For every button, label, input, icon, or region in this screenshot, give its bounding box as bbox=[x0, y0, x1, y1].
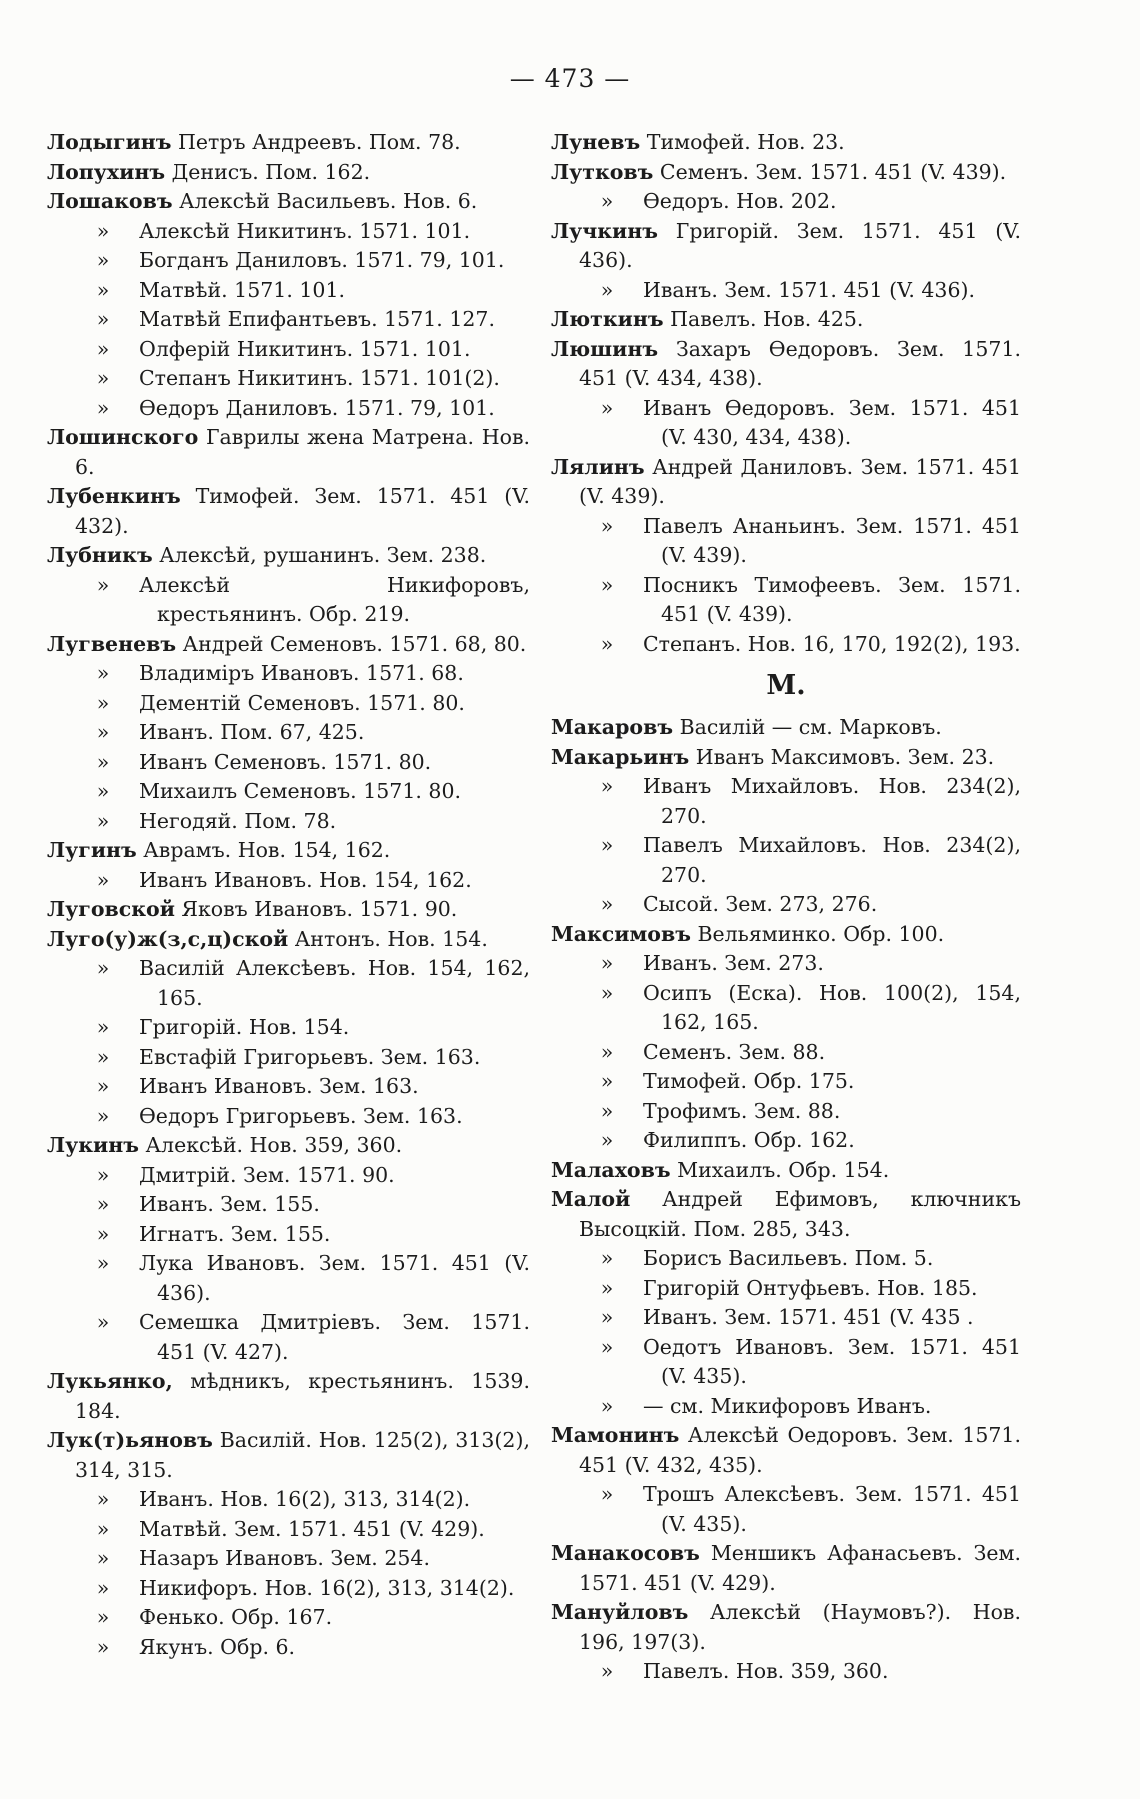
ditto-mark: » bbox=[96, 1516, 110, 1541]
index-subentry bbox=[47, 954, 530, 1013]
index-entry bbox=[47, 895, 530, 925]
index-entry bbox=[551, 713, 1021, 743]
index-entry bbox=[47, 158, 530, 188]
index-subentry bbox=[47, 718, 530, 748]
index-subentry bbox=[47, 394, 530, 424]
ditto-mark: » bbox=[96, 720, 110, 744]
entry-surname: Манакосовъ bbox=[551, 1541, 700, 1565]
entry-text: Фенько. Обр. 167. bbox=[139, 1605, 333, 1629]
index-subentry bbox=[551, 1067, 1021, 1097]
entry-text: Дементій Семеновъ. 1571. 80. bbox=[139, 690, 465, 715]
index-subentry bbox=[47, 1574, 530, 1604]
index-subentry bbox=[551, 1480, 1021, 1539]
entry-text: Андрей Ефимовъ, ключникъ Высоцкій. Пом. 285, 343. bbox=[579, 1187, 1021, 1241]
index-subentry bbox=[47, 1308, 530, 1367]
index-entry bbox=[47, 541, 530, 571]
ditto-mark: » bbox=[96, 1103, 110, 1128]
index-entry bbox=[551, 1539, 1021, 1598]
entry-text: Трофимъ. Зем. 88. bbox=[643, 1098, 841, 1123]
entry-text: Никифоръ. Нов. 16(2), 313, 314(2). bbox=[139, 1575, 515, 1600]
index-subentry bbox=[47, 1043, 530, 1073]
index-subentry bbox=[47, 1544, 530, 1574]
entry-surname: Малой bbox=[551, 1187, 631, 1211]
entry-text: Павелъ Михайловъ. Нов. 234(2), 270. bbox=[643, 833, 1021, 887]
ditto-mark: » bbox=[96, 1044, 110, 1069]
entry-surname: Луго(у)ж(з,с,ц)ской bbox=[47, 926, 289, 951]
ditto-mark: » bbox=[600, 1482, 614, 1506]
entry-text: Алексѣй Васильевъ. Нов. 6. bbox=[172, 189, 478, 213]
ditto-mark: » bbox=[96, 1605, 110, 1629]
entry-text: Алексѣй Оедоровъ. Зем. 1571. 451 (V. 432, 435). bbox=[579, 1423, 1021, 1477]
index-entry bbox=[47, 1131, 530, 1161]
entry-surname: Люшинъ bbox=[551, 336, 659, 361]
index-entry bbox=[551, 128, 1021, 158]
entry-surname: Максимовъ bbox=[551, 921, 691, 946]
ditto-mark: » bbox=[600, 1128, 614, 1152]
index-entry bbox=[47, 630, 530, 660]
ditto-mark: » bbox=[96, 1310, 110, 1334]
index-subentry bbox=[551, 276, 1021, 306]
entry-text: Матвѣй. 1571. 101. bbox=[139, 277, 346, 302]
entry-text: Гаврилы жена Матрена. Нов. 6. bbox=[75, 425, 530, 479]
entry-text: Иванъ. Нов. 16(2), 313, 314(2). bbox=[139, 1487, 471, 1511]
entry-text: Богданъ Даниловъ. 1571. 79, 101. bbox=[139, 248, 505, 272]
entry-text: Павелъ Ананьинъ. Зем. 1571. 451 (V. 439). bbox=[643, 513, 1021, 567]
index-subentry bbox=[47, 777, 530, 807]
entry-text: Иванъ. Пом. 67, 425. bbox=[139, 720, 365, 744]
index-subentry bbox=[551, 772, 1021, 831]
entry-text: Матвѣй Епифантьевъ. 1571. 127. bbox=[139, 307, 495, 331]
ditto-mark: » bbox=[96, 1074, 110, 1098]
index-entry bbox=[551, 158, 1021, 188]
ditto-mark: » bbox=[96, 808, 110, 833]
entry-text: Осипъ (Еска). Нов. 100(2), 154, 162, 165. bbox=[643, 980, 1021, 1034]
index-subentry bbox=[551, 571, 1021, 630]
index-entry bbox=[551, 335, 1021, 394]
ditto-mark: » bbox=[600, 395, 614, 420]
ditto-mark: » bbox=[96, 1192, 110, 1216]
entry-surname: Лукьянко, bbox=[47, 1369, 173, 1393]
entry-surname: Лукинъ bbox=[47, 1133, 139, 1157]
ditto-mark: » bbox=[96, 218, 110, 243]
index-entry bbox=[47, 925, 530, 955]
index-subentry bbox=[47, 1220, 530, 1250]
entry-text: Григорій. Нов. 154. bbox=[139, 1015, 350, 1039]
ditto-mark: » bbox=[600, 833, 614, 857]
entry-text: Назаръ Ивановъ. Зем. 254. bbox=[139, 1546, 430, 1570]
index-entry bbox=[551, 920, 1021, 950]
entry-text: Иванъ Ѳедоровъ. Зем. 1571. 451 (V. 430, 434, 438). bbox=[643, 395, 1021, 449]
entry-text: Якунъ. Обр. 6. bbox=[139, 1634, 296, 1659]
entry-text: Семешка Дмитріевъ. Зем. 1571. 451 (V. 427). bbox=[139, 1310, 530, 1364]
index-subentry bbox=[47, 1603, 530, 1633]
index-subentry bbox=[47, 659, 530, 689]
entry-text: Алексѣй Никифоровъ, крестьянинъ. Обр. 219. bbox=[139, 572, 530, 626]
index-subentry bbox=[47, 1190, 530, 1220]
index-subentry bbox=[551, 979, 1021, 1038]
entry-text: Иванъ Ивановъ. Зем. 163. bbox=[139, 1074, 419, 1098]
ditto-mark: » bbox=[600, 1659, 614, 1683]
entry-surname: Лучкинъ bbox=[551, 218, 658, 243]
ditto-mark: » bbox=[96, 1487, 110, 1511]
ditto-mark: » bbox=[96, 1251, 110, 1275]
entry-text: Евстафій Григорьевъ. Зем. 163. bbox=[139, 1044, 481, 1069]
entry-text: Борисъ Васильевъ. Пом. 5. bbox=[643, 1246, 934, 1270]
index-subentry bbox=[551, 1333, 1021, 1392]
entry-text: Вельяминко. Обр. 100. bbox=[690, 921, 945, 946]
index-subentry bbox=[47, 1515, 530, 1545]
index-subentry bbox=[47, 571, 530, 630]
entry-text: Дмитрій. Зем. 1571. 90. bbox=[139, 1162, 395, 1187]
entry-text: Василій Алексѣевъ. Нов. 154, 162, 165. bbox=[139, 956, 530, 1010]
ditto-mark: » bbox=[600, 1275, 614, 1300]
entry-text: Ѳедоръ Даниловъ. 1571. 79, 101. bbox=[139, 395, 495, 420]
entry-text: Павелъ. Нов. 359, 360. bbox=[643, 1659, 889, 1683]
index-subentry bbox=[551, 1038, 1021, 1068]
section-letter: М. bbox=[766, 670, 806, 701]
index-subentry bbox=[47, 335, 530, 365]
entry-text: Иванъ Ивановъ. Нов. 154, 162. bbox=[139, 867, 472, 892]
index-subentry bbox=[47, 305, 530, 335]
entry-text: Семенъ. Зем. 88. bbox=[643, 1039, 826, 1064]
index-entry bbox=[551, 1156, 1021, 1186]
entry-surname: Лугинъ bbox=[47, 838, 137, 862]
index-subentry bbox=[47, 1161, 530, 1191]
index-entry bbox=[551, 743, 1021, 773]
index-entry bbox=[47, 128, 530, 158]
ditto-mark: » bbox=[600, 189, 614, 213]
entry-text: Петръ Андреевъ. Пом. 78. bbox=[171, 130, 461, 154]
entry-text: мѣдникъ, крестьянинъ. 1539. 184. bbox=[75, 1369, 530, 1423]
entry-surname: Луговской bbox=[47, 897, 175, 921]
entry-text: Владиміръ Ивановъ. 1571. 68. bbox=[139, 661, 464, 685]
entry-surname: Лук(т)ьяновъ bbox=[47, 1428, 213, 1452]
entry-surname: Лодыгинъ bbox=[47, 130, 172, 154]
ditto-mark: » bbox=[600, 774, 614, 798]
index-subentry bbox=[551, 394, 1021, 453]
entry-surname: Лугвеневъ bbox=[47, 631, 177, 656]
entry-surname: Лошаковъ bbox=[47, 189, 173, 213]
ditto-mark: » bbox=[96, 661, 110, 685]
ditto-mark: » bbox=[96, 395, 110, 420]
index-subentry bbox=[551, 1392, 1021, 1422]
entry-text: Захаръ Ѳедоровъ. Зем. 1571. 451 (V. 434, 438). bbox=[579, 336, 1021, 390]
ditto-mark: » bbox=[96, 1162, 110, 1187]
entry-text: Василій — см. Марковъ. bbox=[673, 715, 942, 739]
index-subentry bbox=[47, 748, 530, 778]
entry-text: Аврамъ. Нов. 154, 162. bbox=[136, 838, 391, 862]
entry-text: Алексѣй (Наумовъ?). Нов. 196, 197(3). bbox=[579, 1600, 1021, 1654]
entry-text: Ѳедоръ Григорьевъ. Зем. 163. bbox=[139, 1103, 463, 1128]
index-entry bbox=[551, 217, 1021, 276]
index-entry bbox=[47, 1367, 530, 1426]
entry-text: Иванъ. Зем. 155. bbox=[139, 1192, 320, 1216]
index-subentry bbox=[551, 831, 1021, 890]
entry-text: Олферій Никитинъ. 1571. 101. bbox=[139, 336, 471, 361]
index-entry bbox=[47, 482, 530, 541]
entry-text: Трошъ Алексѣевъ. Зем. 1571. 451 (V. 435). bbox=[643, 1482, 1021, 1536]
ditto-mark: » bbox=[600, 631, 614, 656]
index-subentry bbox=[47, 217, 530, 247]
index-subentry bbox=[551, 630, 1021, 660]
entry-text: — см. Микифоровъ Иванъ. bbox=[643, 1393, 932, 1418]
ditto-mark: » bbox=[96, 248, 110, 272]
ditto-mark: » bbox=[96, 1546, 110, 1570]
ditto-mark: » bbox=[600, 1393, 614, 1418]
page-number: — 473 — bbox=[509, 64, 631, 93]
entry-surname: Луневъ bbox=[551, 130, 641, 154]
ditto-mark: » bbox=[600, 980, 614, 1005]
ditto-mark: » bbox=[600, 1039, 614, 1064]
index-entry bbox=[47, 187, 530, 217]
entry-text: Андрей Семеновъ. 1571. 68, 80. bbox=[176, 631, 527, 656]
index-subentry bbox=[551, 1244, 1021, 1274]
entry-text: Василій. Нов. 125(2), 313(2), 314, 315. bbox=[75, 1428, 530, 1482]
index-subentry bbox=[47, 364, 530, 394]
index-entry bbox=[551, 453, 1021, 512]
ditto-mark: » bbox=[96, 336, 110, 361]
entry-surname: Люткинъ bbox=[551, 307, 664, 331]
index-subentry bbox=[551, 890, 1021, 920]
ditto-mark: » bbox=[96, 1634, 110, 1659]
ditto-mark: » bbox=[96, 366, 110, 390]
ditto-mark: » bbox=[600, 513, 614, 538]
index-subentry bbox=[551, 1126, 1021, 1156]
entry-surname: Мануйловъ bbox=[551, 1600, 689, 1624]
index-entry bbox=[551, 305, 1021, 335]
index-subentry bbox=[47, 246, 530, 276]
index-subentry bbox=[47, 1485, 530, 1515]
ditto-mark: » bbox=[96, 572, 110, 597]
left-column bbox=[47, 128, 530, 1662]
entry-surname: Макарьинъ bbox=[551, 744, 690, 769]
entry-text: Алексѣй. Нов. 359, 360. bbox=[139, 1133, 403, 1157]
ditto-mark: » bbox=[600, 572, 614, 597]
entry-text: Матвѣй. Зем. 1571. 451 (V. 429). bbox=[139, 1516, 485, 1541]
entry-text: Антонъ. Нов. 154. bbox=[288, 926, 488, 951]
index-subentry bbox=[551, 1657, 1021, 1687]
entry-text: Лука Ивановъ. Зем. 1571. 451 (V. 436). bbox=[139, 1251, 530, 1305]
ditto-mark: » bbox=[600, 1334, 614, 1359]
ditto-mark: » bbox=[96, 779, 110, 803]
index-subentry bbox=[551, 1274, 1021, 1304]
entry-text: Яковъ Ивановъ. 1571. 90. bbox=[174, 897, 458, 921]
ditto-mark: » bbox=[600, 1305, 614, 1329]
entry-text: Иванъ. Зем. 273. bbox=[643, 951, 824, 975]
entry-surname: Макаровъ bbox=[551, 715, 674, 739]
index-subentry bbox=[551, 512, 1021, 571]
entry-surname: Мамонинъ bbox=[551, 1423, 680, 1447]
entry-text: Григорій. Зем. 1571. 451 (V. 436). bbox=[579, 218, 1021, 272]
ditto-mark: » bbox=[96, 956, 110, 980]
entry-text: Оедотъ Ивановъ. Зем. 1571. 451 (V. 435). bbox=[643, 1334, 1021, 1388]
ditto-mark: » bbox=[96, 1015, 110, 1039]
index-subentry bbox=[551, 949, 1021, 979]
entry-text: Семенъ. Зем. 1571. 451 (V. 439). bbox=[653, 159, 1007, 184]
index-subentry bbox=[47, 276, 530, 306]
index-entry bbox=[551, 1185, 1021, 1244]
entry-text: Григорій Онтуфьевъ. Нов. 185. bbox=[643, 1275, 978, 1300]
index-subentry bbox=[551, 1303, 1021, 1333]
index-subentry bbox=[47, 1072, 530, 1102]
entry-text: Меншикъ Афанасьевъ. Зем. 1571. 451 (V. 429). bbox=[579, 1541, 1021, 1595]
index-subentry bbox=[47, 1249, 530, 1308]
entry-surname: Лубникъ bbox=[47, 543, 153, 567]
index-subentry bbox=[47, 866, 530, 896]
entry-text: Иванъ. Зем. 1571. 451 (V. 435 . bbox=[643, 1305, 974, 1329]
entry-text: Сысой. Зем. 273, 276. bbox=[643, 892, 878, 916]
entry-text: Тимофей. Зем. 1571. 451 (V. 432). bbox=[75, 484, 530, 538]
entry-text: Алексѣй, рушанинъ. Зем. 238. bbox=[152, 543, 487, 567]
index-subentry bbox=[551, 187, 1021, 217]
entry-text: Степанъ Никитинъ. 1571. 101(2). bbox=[139, 366, 500, 390]
entry-text: Филиппъ. Обр. 162. bbox=[643, 1128, 855, 1152]
entry-text: Денисъ. Пом. 162. bbox=[165, 159, 371, 184]
entry-text: Алексѣй Никитинъ. 1571. 101. bbox=[139, 218, 471, 243]
entry-text: Посникъ Тимофеевъ. Зем. 1571. 451 (V. 439). bbox=[643, 572, 1021, 626]
ditto-mark: » bbox=[600, 892, 614, 916]
index-entry bbox=[47, 1426, 530, 1485]
entry-text: Иванъ Семеновъ. 1571. 80. bbox=[139, 749, 432, 774]
entry-text: Иванъ Максимовъ. Зем. 23. bbox=[689, 744, 995, 769]
entry-surname: Лутковъ bbox=[551, 159, 654, 184]
index-entry bbox=[551, 1421, 1021, 1480]
index-entry bbox=[47, 836, 530, 866]
entry-text: Тимофей. Обр. 175. bbox=[643, 1069, 855, 1093]
entry-text: Ѳедоръ. Нов. 202. bbox=[643, 189, 837, 213]
ditto-mark: » bbox=[96, 749, 110, 774]
entry-surname: Лубенкинъ bbox=[47, 484, 181, 508]
entry-text: Иванъ Михайловъ. Нов. 234(2), 270. bbox=[643, 774, 1021, 828]
entry-text: Михаилъ Семеновъ. 1571. 80. bbox=[139, 779, 462, 803]
index-subentry bbox=[47, 807, 530, 837]
entry-text: Игнатъ. Зем. 155. bbox=[139, 1221, 331, 1246]
ditto-mark: » bbox=[600, 1069, 614, 1093]
index-subentry bbox=[47, 689, 530, 719]
ditto-mark: » bbox=[600, 277, 614, 302]
index-subentry bbox=[47, 1633, 530, 1663]
entry-text: Тимофей. Нов. 23. bbox=[640, 130, 845, 154]
index-entry bbox=[47, 423, 530, 482]
index-subentry bbox=[551, 1097, 1021, 1127]
entry-text: Степанъ. Нов. 16, 170, 192(2), 193. bbox=[643, 631, 1021, 656]
ditto-mark: » bbox=[600, 1246, 614, 1270]
ditto-mark: » bbox=[600, 1098, 614, 1123]
entry-text: Андрей Даниловъ. Зем. 1571. 451 (V. 439). bbox=[579, 454, 1021, 508]
ditto-mark: » bbox=[96, 277, 110, 302]
ditto-mark: » bbox=[96, 307, 110, 331]
entry-text: Негодяй. Пом. 78. bbox=[139, 808, 337, 833]
ditto-mark: » bbox=[96, 1221, 110, 1246]
entry-surname: Лопухинъ bbox=[47, 159, 166, 184]
entry-surname: Малаховъ bbox=[551, 1157, 671, 1182]
ditto-mark: » bbox=[96, 690, 110, 715]
index-entry bbox=[551, 1598, 1021, 1657]
ditto-mark: » bbox=[96, 1575, 110, 1600]
right-column bbox=[551, 128, 1021, 1687]
index-subentry bbox=[47, 1013, 530, 1043]
entry-surname: Лялинъ bbox=[551, 454, 645, 479]
entry-text: Павелъ. Нов. 425. bbox=[663, 307, 864, 331]
entry-text: Михаилъ. Обр. 154. bbox=[670, 1157, 890, 1182]
entry-text: Иванъ. Зем. 1571. 451 (V. 436). bbox=[643, 277, 976, 302]
ditto-mark: » bbox=[96, 867, 110, 892]
ditto-mark: » bbox=[600, 951, 614, 975]
entry-surname: Лошинского bbox=[47, 425, 199, 449]
index-subentry bbox=[47, 1102, 530, 1132]
